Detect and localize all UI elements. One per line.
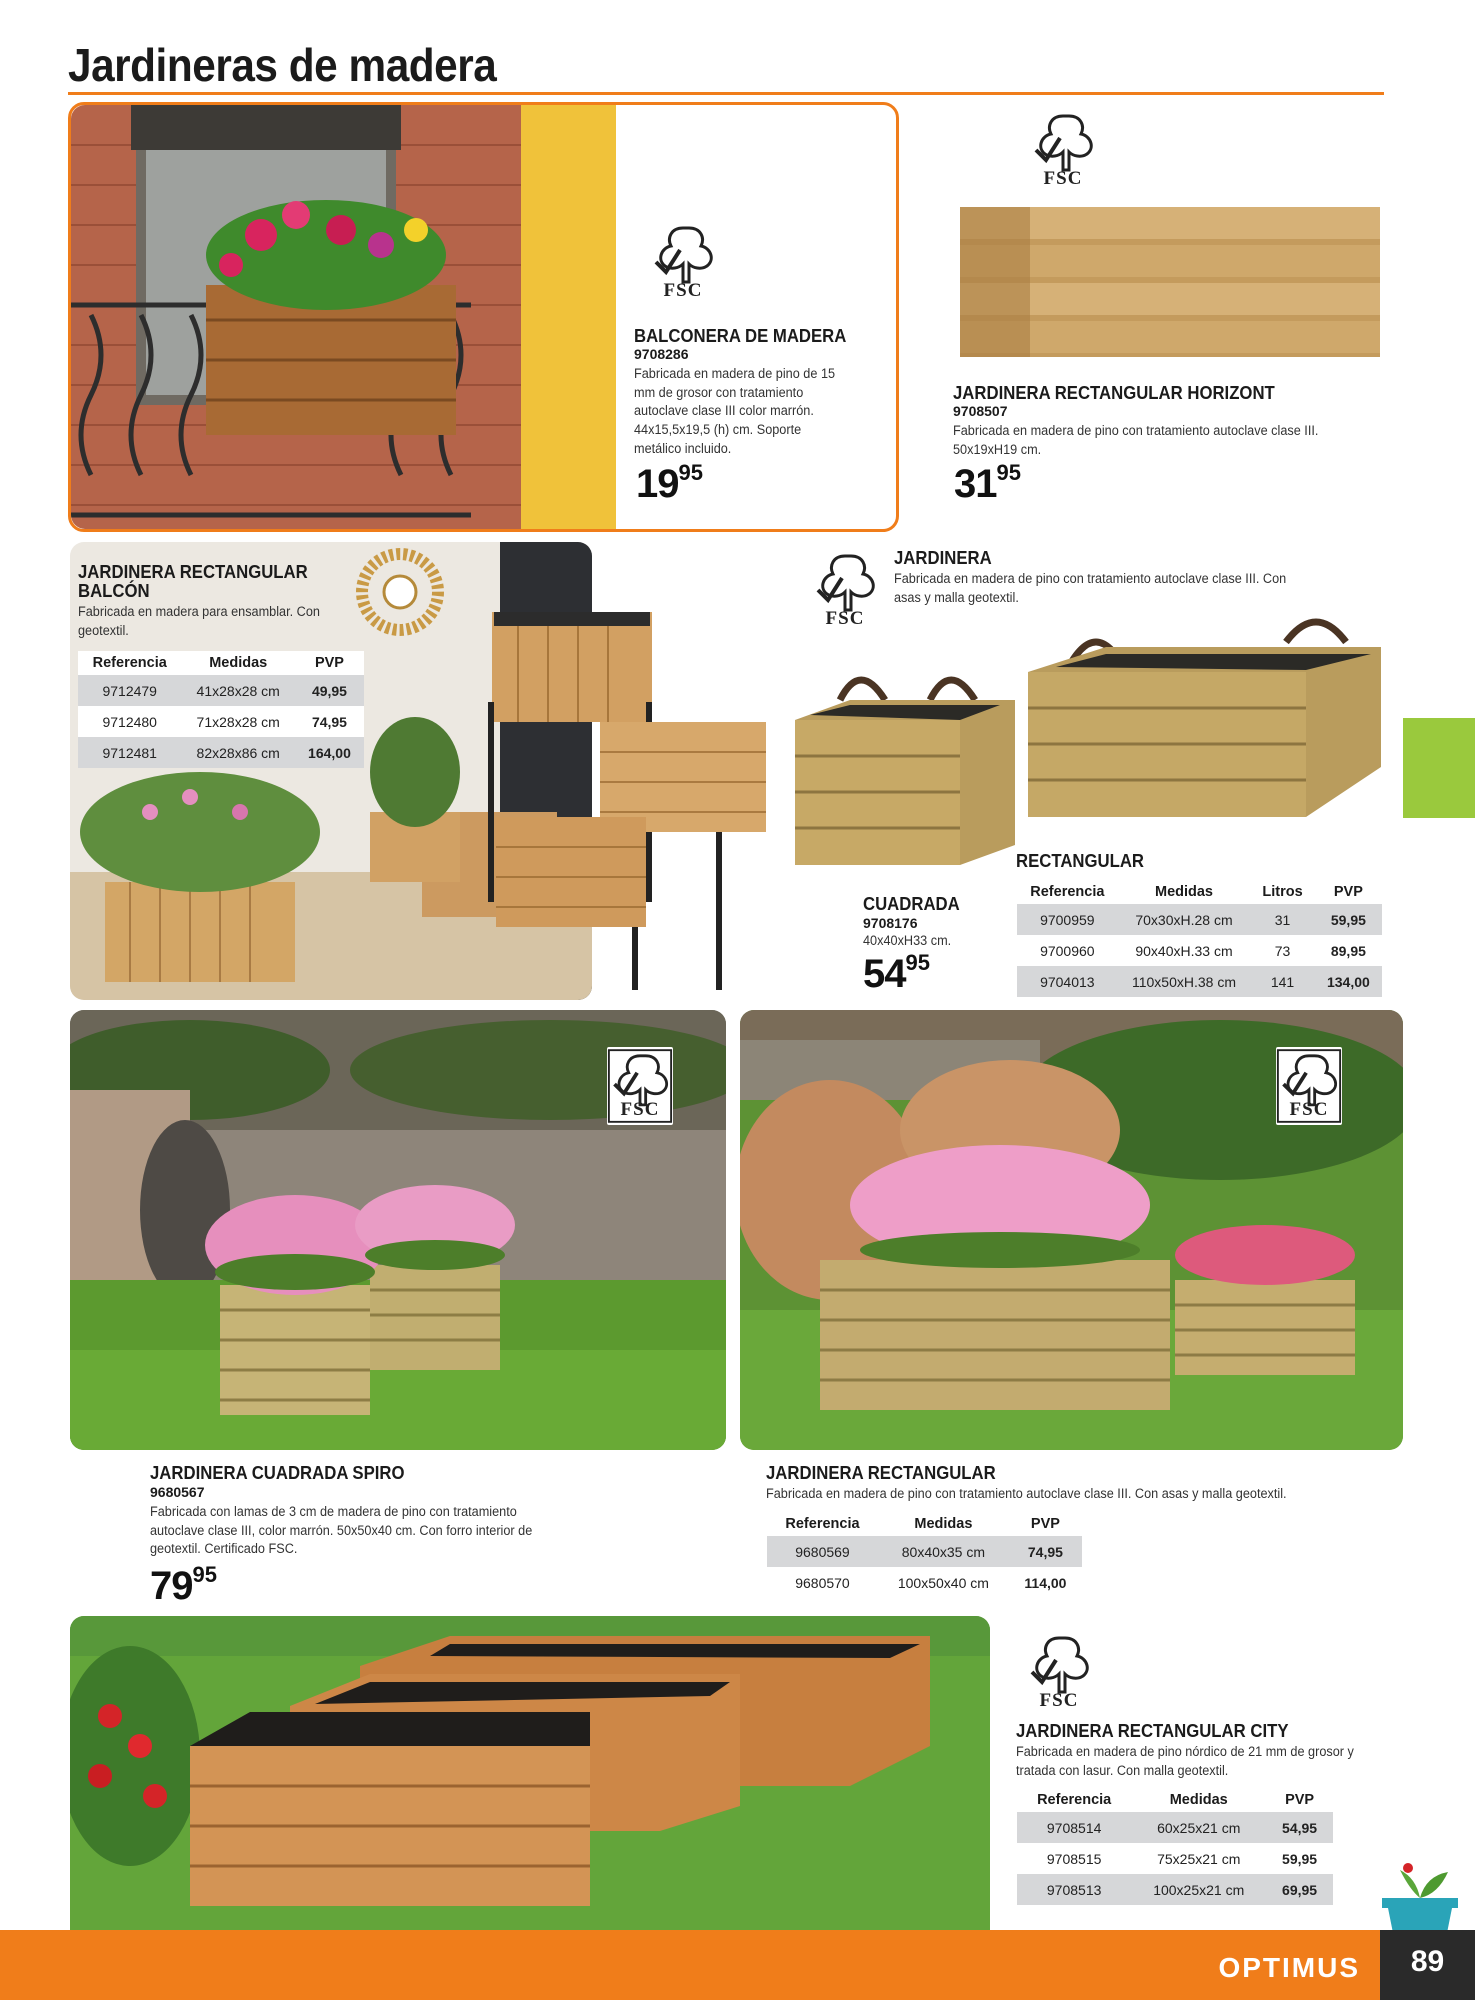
table-cell: 49,95 <box>295 675 364 706</box>
table-header-cell: PVP <box>295 651 364 675</box>
table-cell: 100x25x21 cm <box>1131 1874 1266 1905</box>
table-cell: 59,95 <box>1315 904 1382 935</box>
section-tab <box>1403 718 1475 818</box>
rectangular-price-table <box>1017 880 1382 997</box>
table-cell: 9700959 <box>1017 904 1118 935</box>
balconera-photo <box>71 105 616 529</box>
table-row <box>1017 966 1382 997</box>
fsc-label: FSC <box>1039 1690 1079 1711</box>
table-row <box>1017 904 1382 935</box>
city-desc: Fabricada en madera de pino nórdico de 21 mm de grosor y tratada con lasur. Con malla geotextil. <box>1016 1744 1354 1778</box>
rectangular-name: RECTANGULAR <box>1016 851 1145 871</box>
cuadrada-dims: 40x40xH33 cm. <box>863 933 952 948</box>
city-fsc-logo <box>1024 1632 1094 1712</box>
table-cell: 9708514 <box>1017 1812 1131 1843</box>
price-integer: 31 <box>954 462 997 506</box>
jardinera-name: JARDINERA <box>894 548 992 568</box>
jardinera-rectangular-photo <box>1026 612 1382 827</box>
balcon-stand-photo <box>488 612 776 990</box>
jardinera-desc: Fabricada en madera de pino con tratamiento autoclave clase III. Con asas y malla geotextil. <box>894 571 1287 605</box>
table-cell: 9708513 <box>1017 1874 1131 1905</box>
price-integer: 79 <box>150 1564 193 1608</box>
horizont-photo <box>955 202 1385 367</box>
table-header <box>1017 1788 1333 1812</box>
table-cell: 60x25x21 cm <box>1131 1812 1266 1843</box>
table-cell: 74,95 <box>295 706 364 737</box>
price-integer: 19 <box>636 462 679 506</box>
table-cell: 114,00 <box>1024 1574 1067 1591</box>
table-cell: 70x30xH.28 cm <box>1118 904 1251 935</box>
rect2-fsc-logo <box>1276 1047 1342 1125</box>
table-header-cell: PVP <box>1266 1788 1333 1812</box>
table-cell: 73 <box>1274 942 1291 959</box>
brand-logo: OPTIMUS <box>1218 1952 1360 1983</box>
balcon-desc: Fabricada en madera para ensamblar. Con geotextil. <box>78 604 320 638</box>
spiro-price <box>150 1562 217 1608</box>
table-header-cell: Medidas <box>878 1512 1009 1536</box>
table-cell: 9704013 <box>1017 966 1118 997</box>
fsc-label: FSC <box>1289 1099 1329 1120</box>
table-row <box>767 1536 1082 1567</box>
table-cell: 90x40xH.33 cm <box>1135 942 1233 959</box>
city-price-table <box>1017 1788 1333 1905</box>
table-row <box>78 737 364 768</box>
jardinera-cuadrada-photo <box>790 660 1020 885</box>
table-cell: 69,95 <box>1266 1874 1333 1905</box>
balconera-desc: Fabricada en madera de pino de 15 mm de grosor con tratamiento autoclave clase III color marrón. 44x15,5x19,5 (h) cm. Soporte metálico incluido. <box>634 366 836 456</box>
cuadrada-ref: 9708176 <box>863 915 918 931</box>
fsc-label: FSC <box>1043 168 1083 189</box>
table-header-cell: Referencia <box>1017 1788 1131 1812</box>
page-number: 89 <box>1380 1930 1475 2000</box>
spiro-name: JARDINERA CUADRADA SPIRO <box>150 1463 405 1483</box>
table-row <box>767 1567 1082 1598</box>
title-divider <box>68 92 1384 95</box>
balconera-price <box>636 460 703 506</box>
city-name: JARDINERA RECTANGULAR CITY <box>1016 1721 1289 1741</box>
rect2-desc: Fabricada en madera de pino con tratamiento autoclave clase III. Con asas y malla geotextil. <box>766 1486 1287 1501</box>
rect2-name: JARDINERA RECTANGULAR <box>766 1463 996 1483</box>
table-row <box>78 675 364 706</box>
table-cell: 74,95 <box>1009 1536 1082 1567</box>
spiro-fsc-logo <box>607 1047 673 1125</box>
table-row <box>1017 1812 1333 1843</box>
table-cell: 9680569 <box>767 1536 878 1567</box>
table-cell: 71x28x28 cm <box>181 706 294 737</box>
table-cell: 100x50x40 cm <box>897 1574 989 1591</box>
table-cell: 41x28x28 cm <box>181 675 294 706</box>
fsc-label: FSC <box>825 608 865 629</box>
table-header-cell: Medidas <box>181 651 294 675</box>
table-header-cell: Referencia <box>767 1512 878 1536</box>
table-cell: 31 <box>1250 904 1314 935</box>
city-photo <box>70 1616 990 1930</box>
price-decimal: 95 <box>678 460 703 485</box>
table-header <box>78 651 364 675</box>
fsc-label: FSC <box>663 280 703 301</box>
price-decimal: 95 <box>192 1562 217 1587</box>
fsc-label: FSC <box>620 1099 660 1120</box>
table-header-cell: PVP <box>1009 1512 1082 1536</box>
table-row <box>1017 1843 1333 1874</box>
cuadrada-name: CUADRADA <box>863 894 960 914</box>
table-header-cell: Litros <box>1250 880 1314 904</box>
table-cell: 80x40x35 cm <box>878 1536 1009 1567</box>
table-cell: 134,00 <box>1315 966 1382 997</box>
rect2-price-table <box>767 1512 1082 1598</box>
table-row <box>1017 1874 1333 1905</box>
table-cell: 9712479 <box>78 675 181 706</box>
table-cell: 164,00 <box>295 737 364 768</box>
price-decimal: 95 <box>905 950 930 975</box>
table-header <box>1017 880 1382 904</box>
horizont-desc: Fabricada en madera de pino con tratamiento autoclave clase III. 50x19xH19 cm. <box>953 423 1319 457</box>
table-cell: 75x25x21 cm <box>1157 1850 1241 1867</box>
horizont-ref: 9708507 <box>953 403 1008 419</box>
table-header-cell: Referencia <box>1017 880 1118 904</box>
page-title: Jardineras de madera <box>68 39 497 91</box>
table-row <box>1017 935 1382 966</box>
table-cell: 9700960 <box>1040 942 1095 959</box>
table-cell: 82x28x86 cm <box>181 737 294 768</box>
balconera-name: BALCONERA DE MADERA <box>634 326 847 346</box>
table-row <box>78 706 364 737</box>
horizont-name: JARDINERA RECTANGULAR HORIZONT <box>953 383 1275 403</box>
price-decimal: 95 <box>996 460 1021 485</box>
horizont-fsc-logo <box>1028 110 1098 190</box>
plant-pot-icon <box>1378 1858 1462 1938</box>
table-cell: 59,95 <box>1282 1850 1318 1867</box>
price-integer: 54 <box>863 952 906 996</box>
table-header <box>767 1512 1082 1536</box>
table-header-cell: Referencia <box>78 651 181 675</box>
table-cell: 9680570 <box>795 1574 850 1591</box>
table-cell: 89,95 <box>1330 942 1366 959</box>
table-cell: 141 <box>1250 966 1314 997</box>
balcon-name: JARDINERA RECTANGULAR BALCÓN <box>78 562 308 601</box>
table-cell: 9712480 <box>78 706 181 737</box>
table-header-cell: PVP <box>1315 880 1382 904</box>
horizont-price <box>954 460 1021 506</box>
jardinera-fsc-logo <box>810 550 880 630</box>
balconera-ref: 9708286 <box>634 346 689 362</box>
balcon-price-table <box>78 651 364 768</box>
balconera-fsc-logo <box>648 222 718 302</box>
cuadrada-price <box>863 950 930 996</box>
table-cell: 110x50xH.38 cm <box>1118 966 1251 997</box>
table-cell: 54,95 <box>1266 1812 1333 1843</box>
spiro-ref: 9680567 <box>150 1484 205 1500</box>
table-header-cell: Medidas <box>1118 880 1251 904</box>
table-header-cell: Medidas <box>1131 1788 1266 1812</box>
table-cell: 9708515 <box>1046 1850 1102 1867</box>
table-cell: 9712481 <box>78 737 181 768</box>
spiro-desc: Fabricada con lamas de 3 cm de madera de pino con tratamiento autoclave clase III, color marrón. 50x50x40 cm. Con forro interior de geotextil. Certificado FSC. <box>150 1504 533 1557</box>
